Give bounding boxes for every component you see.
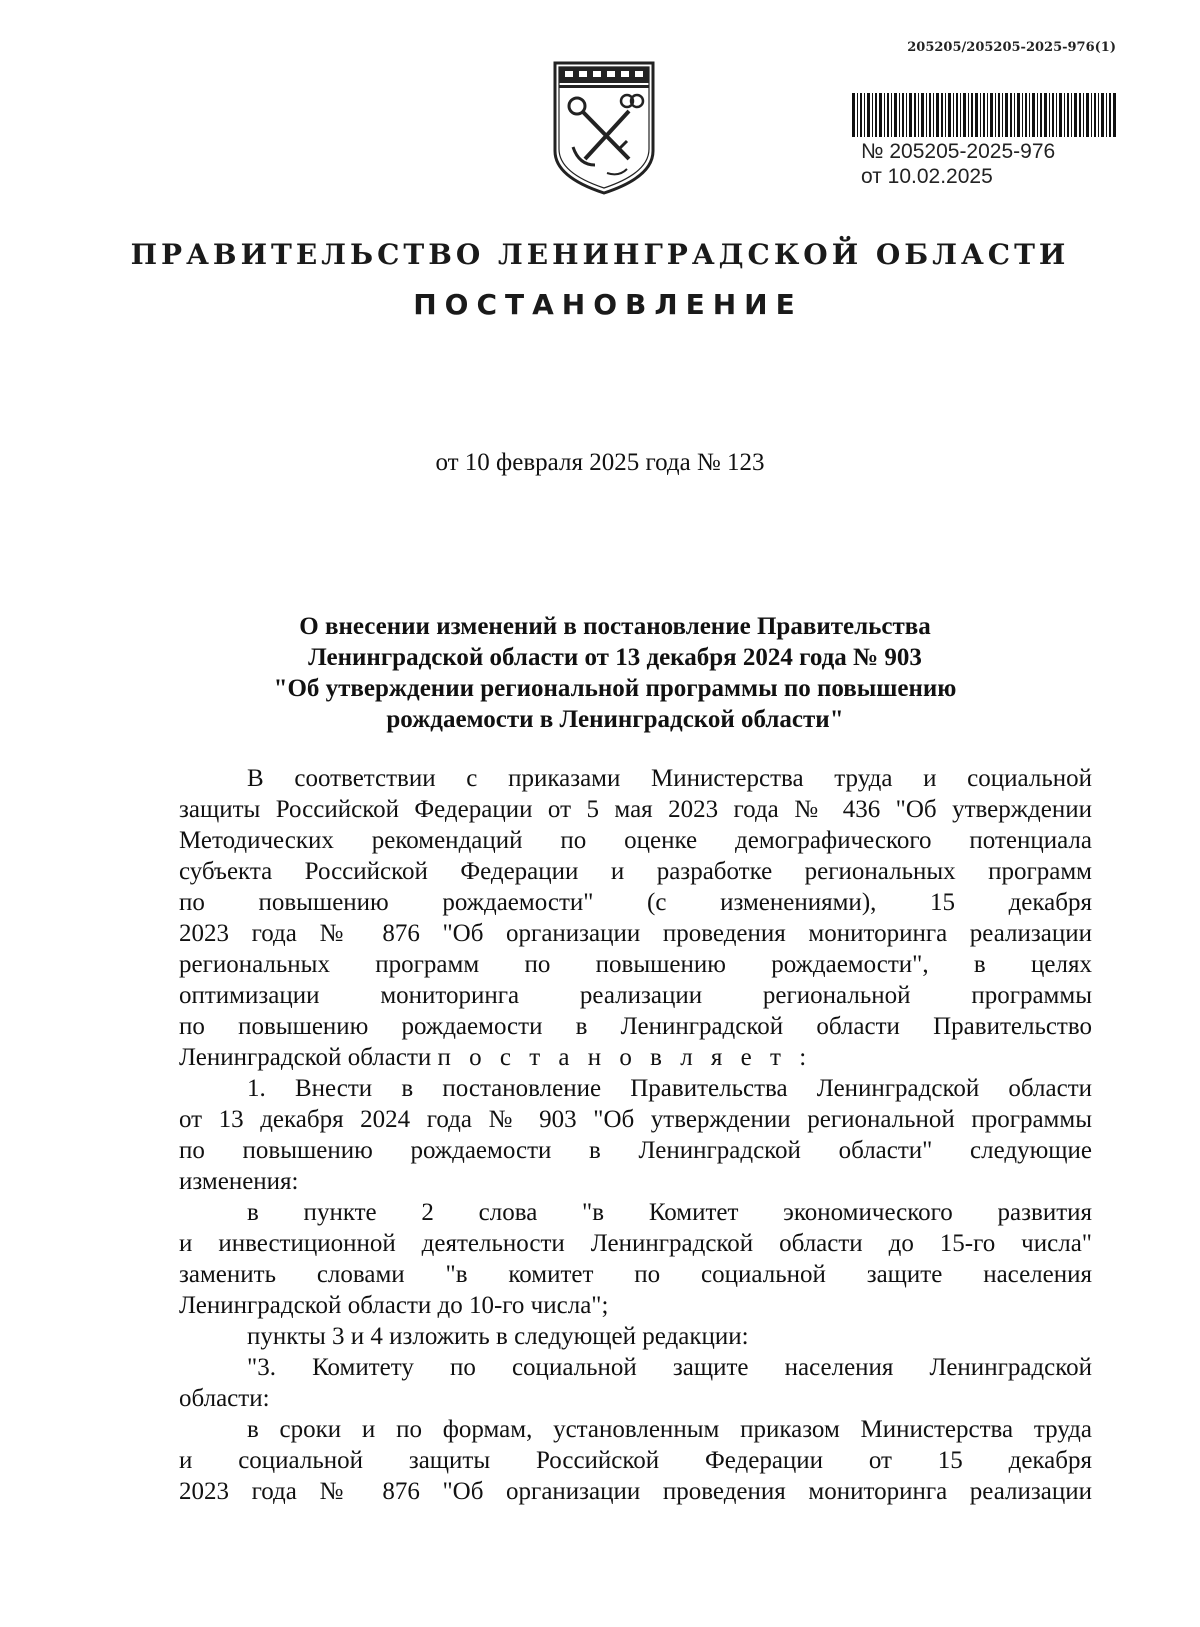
body-line: защиты Российской Федерации от 5 мая 2023 года № 436 "Об утверждении: [179, 796, 1092, 823]
body-line: и социальной защиты Российской Федерации от 15 декабря: [179, 1447, 1092, 1474]
body-line: по повышению рождаемости в Ленинградской области" следующие: [179, 1137, 1092, 1164]
coat-of-arms-icon: [549, 59, 659, 197]
government-title: ПРАВИТЕЛЬСТВО ЛЕНИНГРАДСКОЙ ОБЛАСТИ: [130, 238, 1070, 271]
document-type: ПОСТАНОВЛЕНИЕ: [413, 288, 803, 321]
body-line: региональных программ по повышению рождаемости", в целях: [179, 951, 1092, 978]
document-date-number: от 10 февраля 2025 года № 123: [435, 449, 765, 476]
body-line: в пункте 2 слова "в Комитет экономического развития: [247, 1199, 1092, 1226]
body-line: по повышению рождаемости" (с изменениями), 15 декабря: [179, 889, 1092, 916]
subject-line: О внесении изменений в постановление Правительства: [299, 613, 931, 640]
subject-line: "Об утверждении региональной программы по повышению: [273, 675, 957, 702]
body-line: оптимизации мониторинга реализации региональной программы: [179, 982, 1092, 1009]
body-line: пункты 3 и 4 изложить в следующей редакции:: [247, 1323, 749, 1350]
body-text-decree: п о с т а н о в л я е т :: [437, 1044, 813, 1071]
body-line: 2023 года № 876 "Об организации проведения мониторинга реализации: [179, 920, 1092, 947]
body-line: субъекта Российской Федерации и разработке региональных программ: [179, 858, 1092, 885]
subject-line: рождаемости в Ленинградской области": [386, 706, 844, 733]
body-line: по повышению рождаемости в Ленинградской области Правительство: [179, 1013, 1092, 1040]
body-line: "3. Комитету по социальной защите населения Ленинградской: [247, 1354, 1092, 1381]
body-line: в сроки и по формам, установленным приказом Министерства труда: [247, 1416, 1092, 1443]
body-line: от 13 декабря 2024 года № 903 "Об утверждении региональной программы: [179, 1106, 1092, 1133]
body-line: и инвестиционной деятельности Ленинградской области до 15-го числа": [179, 1230, 1092, 1257]
body-line: заменить словами "в комитет по социальной защите населения: [179, 1261, 1092, 1288]
subject-line: Ленинградской области от 13 декабря 2024 года № 903: [308, 644, 922, 671]
body-text: Ленинградской области: [179, 1044, 432, 1071]
body-line: Методических рекомендаций по оценке демографического потенциала: [179, 827, 1092, 854]
body-line: [179, 1042, 1092, 1073]
document-body: [179, 763, 1092, 1507]
body-line: В соответствии с приказами Министерства труда и социальной: [247, 765, 1092, 792]
document-id: 205205/205205-2025-976(1): [907, 40, 1116, 55]
body-line: изменения:: [179, 1168, 299, 1195]
body-line: 2023 года № 876 "Об организации проведения мониторинга реализации: [179, 1478, 1092, 1505]
registration-date: от 10.02.2025: [861, 165, 993, 188]
body-line: Ленинградской области до 10-го числа";: [179, 1292, 609, 1319]
barcode-icon: [852, 93, 1116, 137]
body-line: области:: [179, 1385, 270, 1412]
document-subject: [200, 611, 1030, 735]
body-line: 1. Внести в постановление Правительства Ленинградской области: [247, 1075, 1092, 1102]
registration-number: № 205205-2025-976: [861, 140, 1056, 163]
